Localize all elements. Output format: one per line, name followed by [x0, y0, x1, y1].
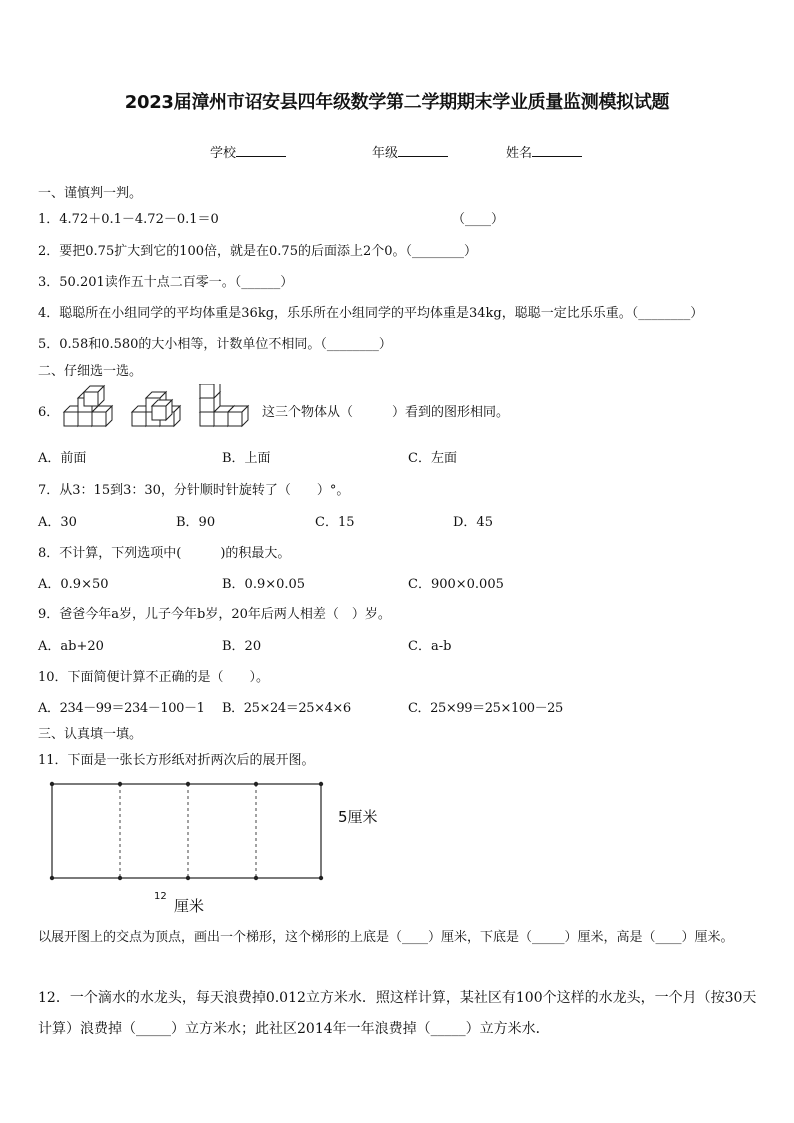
- cube-figure-3: [200, 384, 248, 426]
- name-blank[interactable]: [532, 143, 582, 157]
- question-6-option-a[interactable]: A．前面: [38, 451, 87, 466]
- section3-heading: 三、认真填一填。: [38, 727, 143, 742]
- intersection-points: [50, 782, 323, 880]
- question-6-text: 这三个物体从（ ）看到的图形相同。: [262, 405, 510, 420]
- name-field[interactable]: [506, 142, 582, 161]
- section2-heading: 二、仔细选一选。: [38, 364, 143, 379]
- page-title: 2023届漳州市诏安县四年级数学第二学期期末学业质量监测模拟试题: [124, 92, 670, 113]
- cube-figure-2: [132, 392, 180, 426]
- question-6-option-c[interactable]: C．左面: [408, 451, 457, 466]
- fold-lines: [120, 784, 256, 878]
- grade-blank[interactable]: [398, 143, 448, 157]
- grade-field[interactable]: [372, 142, 448, 161]
- width-value: 12: [154, 891, 167, 902]
- question-6-option-b[interactable]: B．上面: [222, 451, 271, 466]
- question-7-option-c[interactable]: C．15: [315, 515, 355, 530]
- question-3: 3．50.201读作五十点二百零一。（______）: [38, 275, 294, 290]
- question-6-number: 6．: [38, 405, 60, 420]
- question-9: 9．爸爸今年a岁，儿子今年b岁，20年后两人相差（ ）岁。: [38, 607, 391, 622]
- question-10-option-a[interactable]: A．234－99＝234－100－1: [38, 701, 205, 716]
- cube-figure-1: [64, 386, 112, 426]
- question-1: [38, 208, 219, 227]
- question-1-answer-blank[interactable]: （____）: [452, 212, 505, 227]
- question-10-option-b[interactable]: B．25×24＝25×4×6: [222, 701, 351, 716]
- question-4: 4．聪聪所在小组同学的平均体重是36kg，乐乐所在小组同学的平均体重是34kg，聪聪一定比乐乐重。（________）: [38, 306, 704, 321]
- width-unit: 厘米: [174, 897, 205, 915]
- question-8-option-a[interactable]: A．0.9×50: [38, 577, 109, 592]
- question-5: 5．0.58和0.580的大小相等，计数单位不相同。（________）: [38, 337, 392, 352]
- question-2: 2．要把0.75扩大到它的100倍，就是在0.75的后面添上2个0。（________）: [38, 244, 478, 259]
- question-9-option-c[interactable]: C．a-b: [408, 639, 452, 654]
- grade-label: 年级: [372, 146, 399, 161]
- question-12: 12．一个滴水的水龙头，每天浪费掉0.012立方米水．照这样计算，某社区有100个这样的水龙头，一个月（按30天计算）浪费掉（_____）立方米水；此社区2014年一年浪费掉（_____）立方米水．: [38, 990, 757, 1037]
- question-7-option-a[interactable]: A．30: [38, 515, 77, 530]
- unfolded-paper-diagram: [46, 778, 332, 884]
- question-1-number: 1．: [38, 212, 60, 227]
- cube-figures: [62, 384, 262, 428]
- question-8-option-b[interactable]: B．0.9×0.05: [222, 577, 306, 592]
- name-label: 姓名: [506, 146, 533, 161]
- question-9-option-a[interactable]: A．ab+20: [38, 639, 104, 654]
- question-10: 10．下面简便计算不正确的是（ ）。: [38, 670, 270, 685]
- question-11: 11．下面是一张长方形纸对折两次后的展开图。: [38, 753, 315, 768]
- school-field[interactable]: [210, 142, 286, 161]
- question-7-option-b[interactable]: B．90: [176, 515, 216, 530]
- paper-rectangle: [52, 784, 321, 878]
- height-label: 5厘米: [338, 808, 378, 826]
- question-9-option-b[interactable]: B．20: [222, 639, 262, 654]
- question-7-option-d[interactable]: D．45: [453, 515, 493, 530]
- question-8: 8．不计算，下列选项中( )的积最大。: [38, 546, 291, 561]
- school-blank[interactable]: [236, 143, 286, 157]
- question-8-option-c[interactable]: C．900×0.005: [408, 577, 504, 592]
- question-10-option-c[interactable]: C．25×99＝25×100－25: [408, 701, 563, 716]
- question-7: 7．从3：15到3：30，分针顺时针旋转了（ ）°。: [38, 483, 350, 498]
- question-11-answer: 以展开图上的交点为顶点，画出一个梯形，这个梯形的上底是（____）厘米，下底是（_____）厘米，高是（____）厘米。: [38, 930, 734, 945]
- question-1-text: 4.72＋0.1－4.72－0.1＝0: [59, 212, 219, 227]
- school-label: 学校: [210, 146, 237, 161]
- section1-heading: 一、谨慎判一判。: [38, 186, 143, 201]
